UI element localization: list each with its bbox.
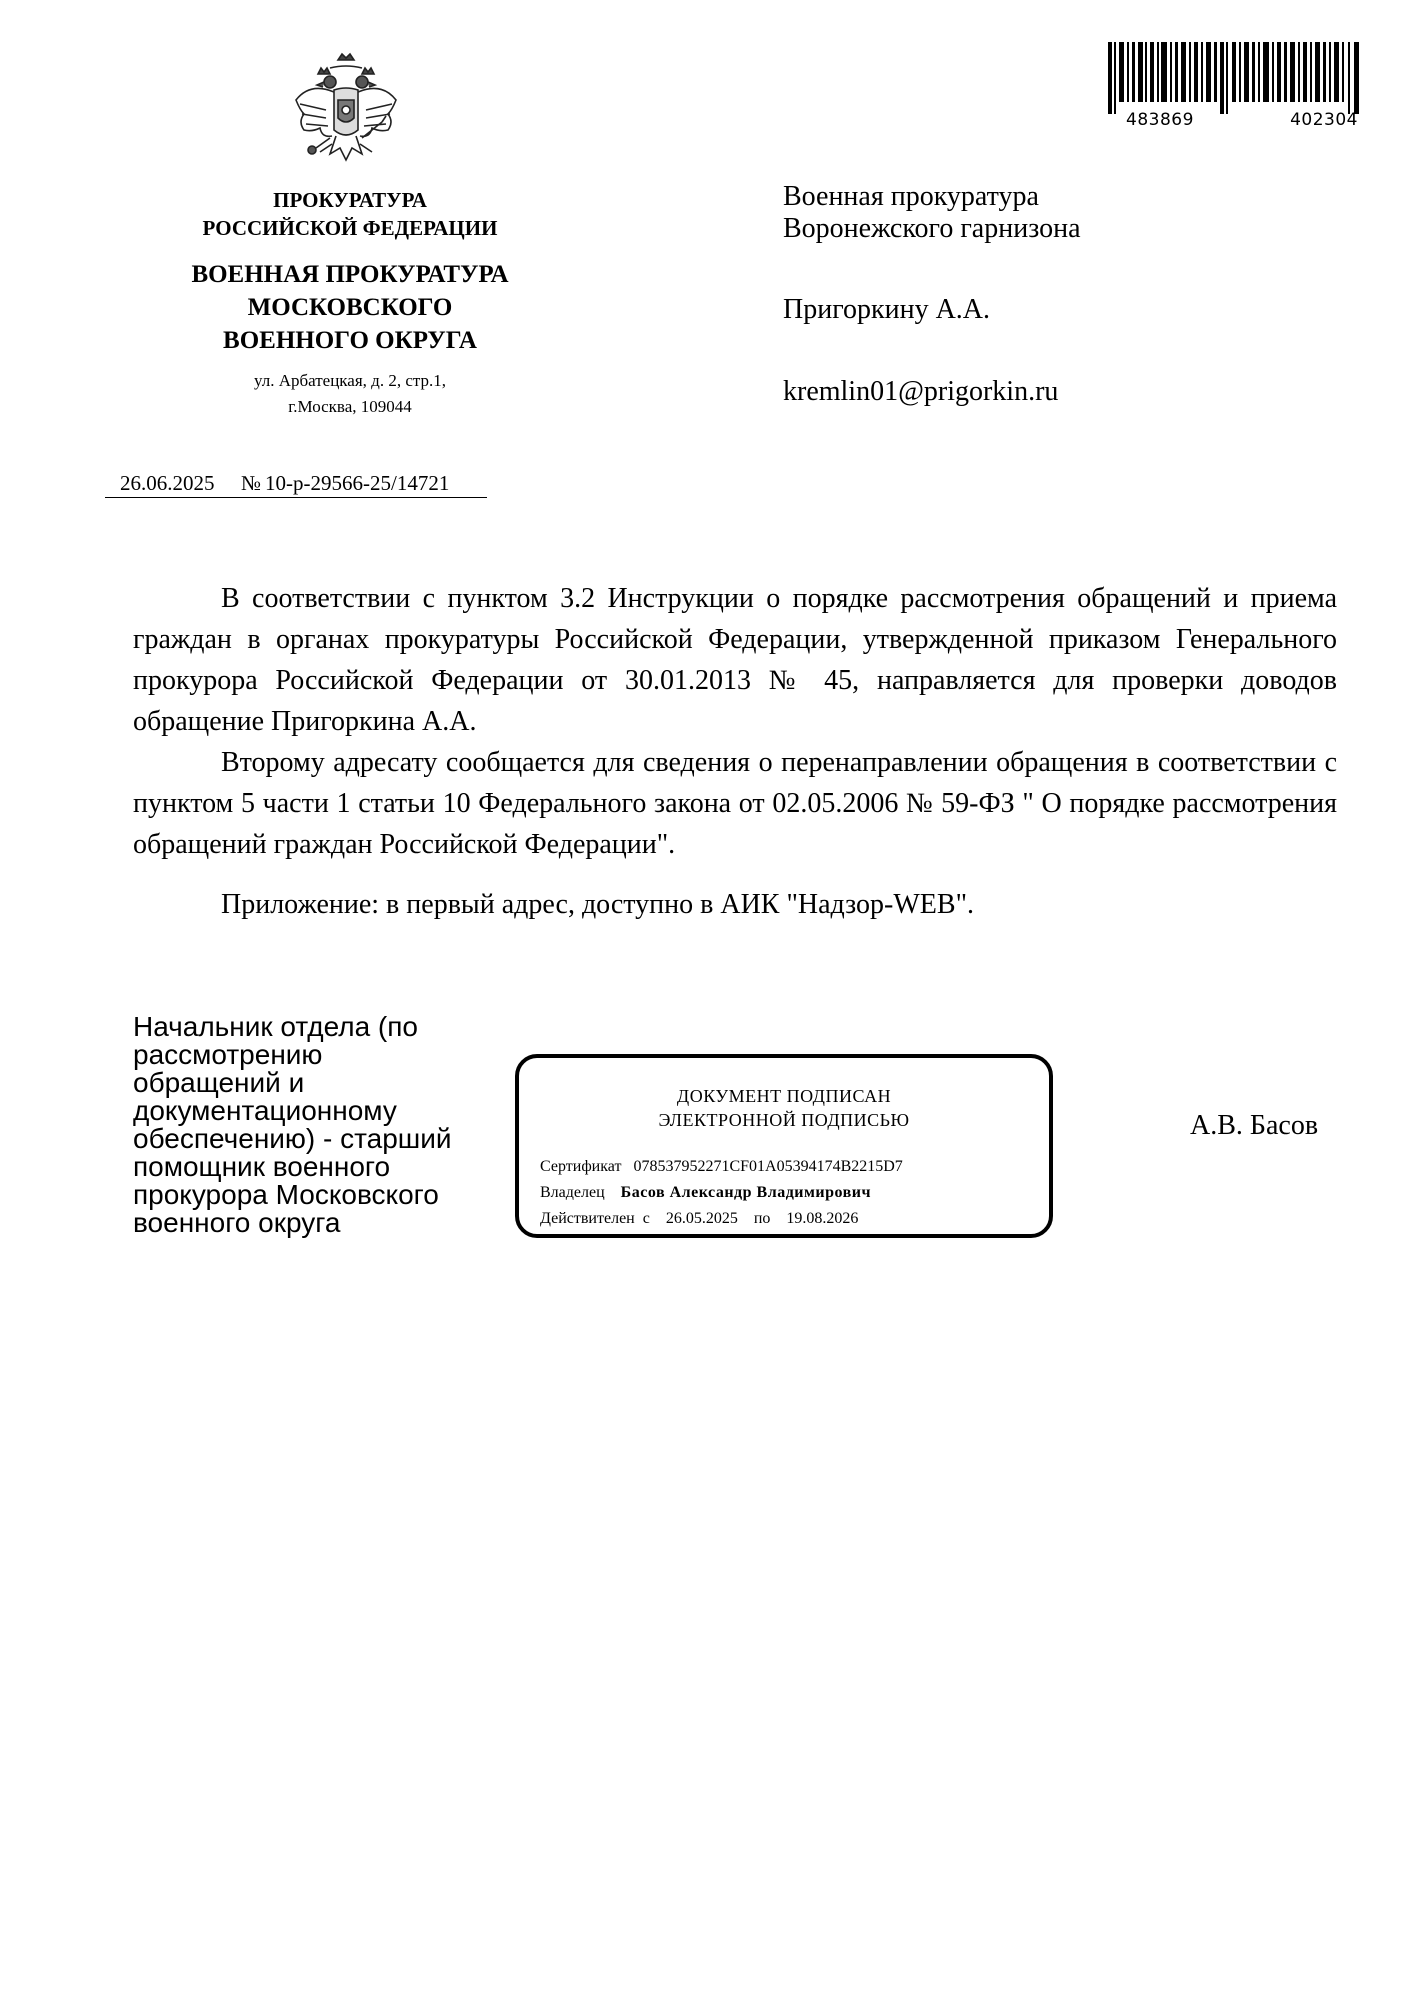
- signer-name: А.В. Басов: [1190, 1110, 1319, 1141]
- barcode: [1108, 42, 1360, 114]
- certificate-value: 078537952271CF01A05394174B2215D7: [633, 1158, 903, 1175]
- recipient-org: [783, 181, 1343, 245]
- position-line: прокурора Московского: [133, 1179, 439, 1210]
- recipient-org-line: Воронежского гарнизона: [783, 213, 1081, 244]
- document-number: 10-р-29566-25/14721: [265, 471, 450, 495]
- recipient-email: kremlin01@prigorkin.ru: [783, 376, 1059, 407]
- address-line: г.Москва, 109044: [288, 397, 412, 416]
- recipient-name: Пригоркину А.А.: [783, 294, 991, 325]
- recipient-org-line: Военная прокуратура: [783, 181, 1039, 212]
- address-line: ул. Арбатецкая, д. 2, стр.1,: [253, 371, 447, 390]
- stamp-owner-row: [540, 1180, 903, 1206]
- owner-value: Басов Александр Владимирович: [620, 1184, 871, 1201]
- position-line: военного округа: [133, 1207, 341, 1238]
- barcode-right-number: 402304: [1290, 110, 1358, 130]
- valid-to-label: по: [753, 1210, 771, 1227]
- parent-org-line: ПРОКУРАТУРА: [273, 188, 427, 212]
- org-name-line: ВОЕННОГО ОКРУГА: [223, 327, 477, 354]
- body-paragraph-1: В соответствии с пунктом 3.2 Инструкции о порядке рассмотрения обращений и приема граждан в органах прокуратуры Российской Федерации, утвержденной приказом Генерального прокурора Российской Федерации от 30.01.2013 № 45, направляется для проверки доводов обращение Пригоркина А.А.: [133, 583, 1337, 737]
- body-paragraph-2: Второму адресату сообщается для сведения о перенаправлении обращения в соответствии с пунктом 5 части 1 статьи 10 Федерального закона от 02.05.2006 № 59-ФЗ " О порядке рассмотрения обращений граждан Российской Федерации".: [133, 747, 1337, 860]
- position-line: помощник военного: [133, 1151, 391, 1182]
- valid-label: Действителен с: [540, 1210, 650, 1227]
- stamp-title-line: ЭЛЕКТРОННОЙ ПОДПИСЬЮ: [658, 1110, 910, 1130]
- stamp-title-line: ДОКУМЕНТ ПОДПИСАН: [676, 1086, 892, 1106]
- position-line: обеспечению) - старший: [133, 1123, 452, 1154]
- valid-from: 26.05.2025: [665, 1210, 738, 1227]
- parent-org-line: РОССИЙСКОЙ ФЕДЕРАЦИИ: [202, 216, 498, 240]
- org-name-line: ВОЕННАЯ ПРОКУРАТУРА: [191, 261, 509, 288]
- stamp-validity-row: [540, 1206, 903, 1232]
- barcode-numbers: [1126, 110, 1358, 130]
- org-name-line: МОСКОВСКОГО: [247, 294, 453, 321]
- coat-of-arms-emblem: [290, 52, 402, 170]
- owner-label: Владелец: [540, 1184, 605, 1201]
- e-signature-stamp: [515, 1054, 1053, 1238]
- sender-parent-org: [150, 186, 550, 242]
- position-line: обращений и: [133, 1067, 305, 1098]
- sender-org-name: [130, 258, 570, 357]
- document-date: 26.06.2025: [120, 471, 215, 495]
- certificate-label: Сертификат: [540, 1158, 622, 1175]
- recipient-block: [783, 181, 1343, 408]
- stamp-details: [540, 1154, 903, 1232]
- valid-to: 19.08.2026: [786, 1210, 859, 1227]
- barcode-left-number: 483869: [1126, 110, 1194, 130]
- stamp-certificate-row: [540, 1154, 903, 1180]
- attachment-note: Приложение: в первый адрес, доступно в АИК "Надзор-WEB".: [221, 889, 975, 920]
- position-line: рассмотрению: [133, 1039, 323, 1070]
- letter-body: [133, 578, 1337, 925]
- sender-address: [150, 368, 550, 420]
- document-reference: [105, 470, 487, 498]
- number-sign: №: [241, 471, 262, 495]
- stamp-title: [519, 1084, 1049, 1132]
- position-line: документационному: [133, 1095, 397, 1126]
- position-line: Начальник отдела (по: [133, 1011, 418, 1042]
- signatory-position: [133, 1013, 503, 1237]
